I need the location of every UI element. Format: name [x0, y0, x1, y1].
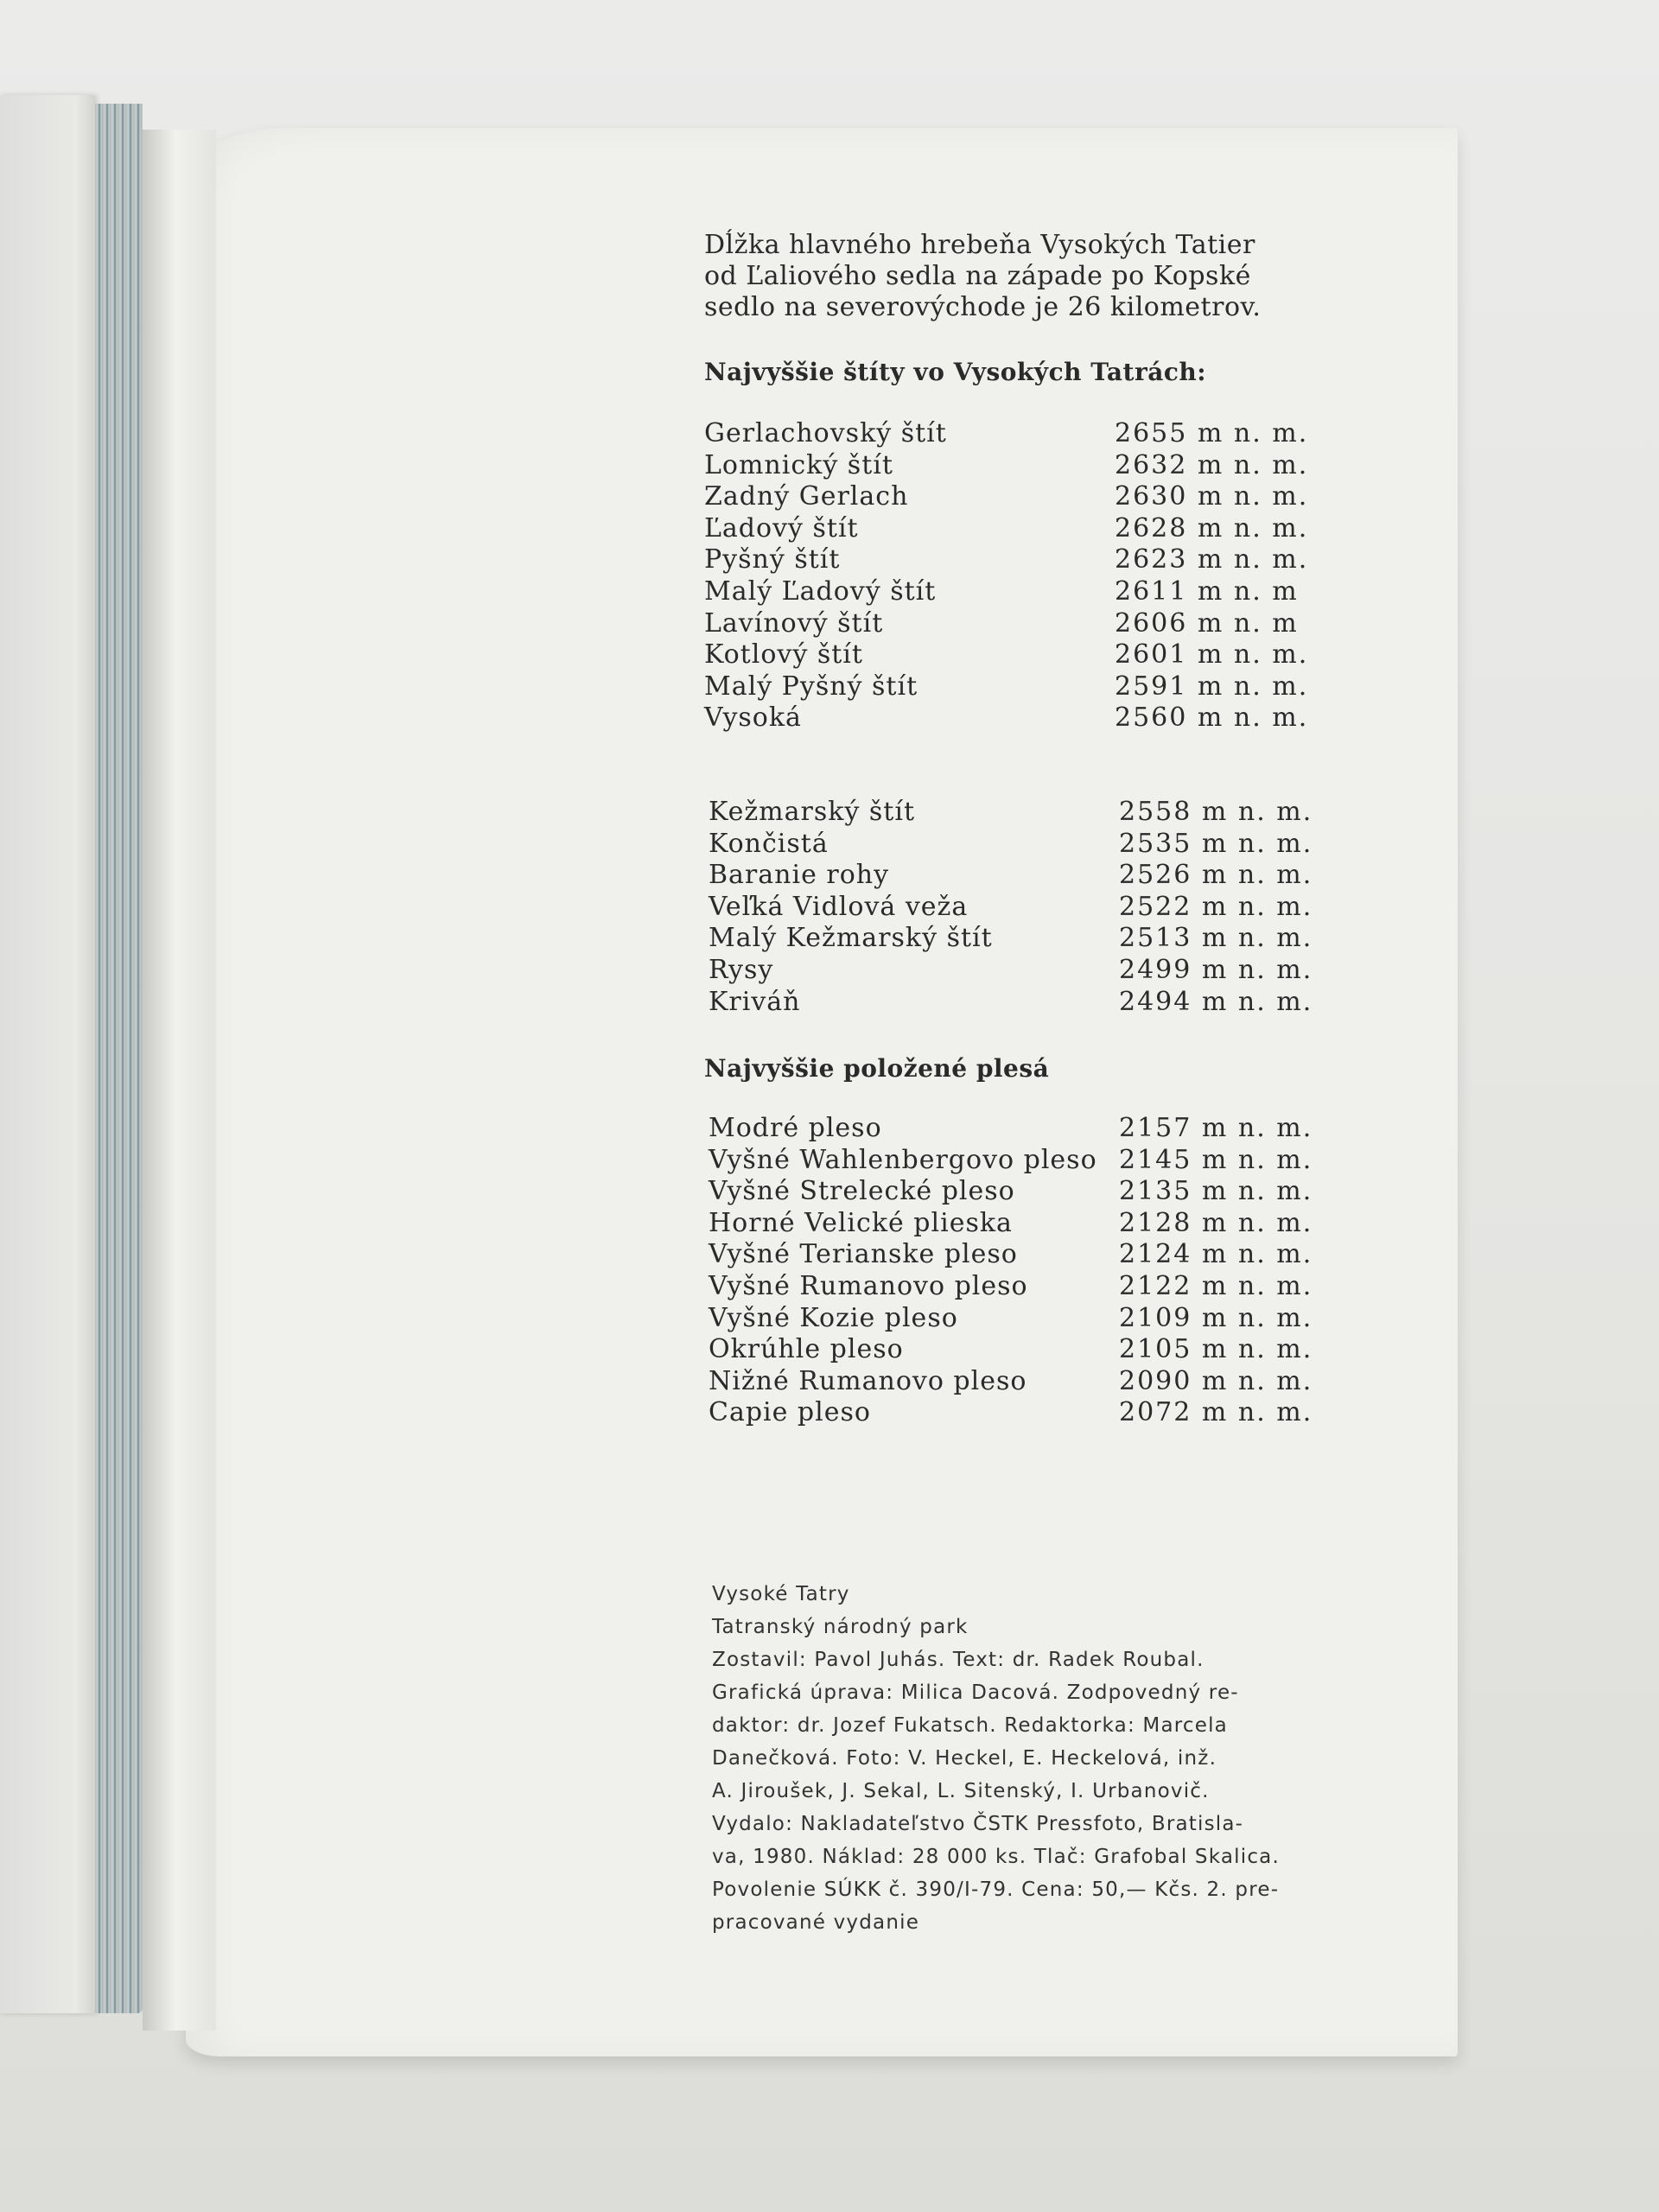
- table-row: [709, 1366, 1318, 1398]
- colophon: Vysoké Tatry Tatranský národný park Zostavil: Pavol Juhás. Text: dr. Radek Roubal. Grafická úprava: Milica Dacová. Zodpovedný re- daktor: dr. Jozef Fukatsch. Redaktorka: Marcela Danečková. Foto: V. Heckel, E. Heckelová, inž. A. Jiroušek, J. Sekal, L. Sitenský, I. Urbanovič. Vydalo: Nakladateľstvo ČSTK Pressfoto, Bratisla- va, 1980. Náklad: 28 000 ks. Tlač: Grafobal Skalica. Povolenie SÚKK č. 390/I-79. Cena: 50,— Kčs. 2. pre- pracované vydanie: [712, 1583, 1280, 1934]
- row-name: Modré pleso: [709, 1113, 882, 1143]
- table-row: [709, 829, 1318, 861]
- peaks-table-2: [709, 797, 1318, 1018]
- table-row: [709, 1303, 1318, 1335]
- row-name: Vysoká: [704, 702, 802, 734]
- row-altitude: 2494 m n. m.: [1119, 986, 1313, 1017]
- row-altitude: 2606 m n. m: [1115, 607, 1299, 639]
- intro-paragraph: Dĺžka hlavného hrebeňa Vysokých Tatier od Ľaliového sedla na západe po Kopské sedlo na severovýchode je 26 kilometrov.: [704, 230, 1262, 322]
- row-altitude: 2632 m n. m.: [1115, 449, 1309, 480]
- row-name: Lomnický štít: [704, 449, 893, 480]
- row-altitude: 2122 m n. m.: [1119, 1270, 1313, 1301]
- row-altitude: 2105 m n. m.: [1119, 1334, 1313, 1365]
- table-row: [704, 671, 1313, 703]
- table-row: [709, 1334, 1318, 1366]
- row-name: Lavínový štít: [704, 607, 884, 639]
- row-altitude: 2628 m n. m.: [1115, 512, 1309, 543]
- row-altitude: 2072 m n. m.: [1119, 1397, 1313, 1428]
- row-name: Ľadový štít: [704, 512, 859, 543]
- table-row: [709, 955, 1318, 987]
- row-name: Capie pleso: [709, 1397, 871, 1428]
- table-row: [709, 892, 1318, 924]
- row-altitude: 2124 m n. m.: [1119, 1239, 1313, 1270]
- table-row: [704, 608, 1313, 640]
- row-name: Horné Velické plieska: [709, 1207, 1013, 1238]
- table-row: [709, 1271, 1318, 1303]
- row-altitude: 2499 m n. m.: [1119, 954, 1313, 985]
- table-row: [709, 1113, 1318, 1145]
- row-name: Gerlachovský štít: [704, 418, 947, 448]
- row-name: Veľká Vidlová veža: [709, 891, 969, 922]
- row-altitude: 2558 m n. m.: [1119, 797, 1313, 827]
- table-row: [709, 1397, 1318, 1429]
- page-content: [704, 230, 1326, 1428]
- row-name: Vyšné Wahlenbergovo pleso: [709, 1144, 1097, 1175]
- peaks-table-1: [704, 418, 1313, 734]
- row-altitude: 2655 m n. m.: [1115, 418, 1309, 448]
- table-row: [709, 1145, 1318, 1177]
- table-row: [709, 923, 1318, 955]
- row-altitude: 2611 m n. m: [1115, 575, 1299, 607]
- lakes-heading: Najvyššie položené plesá: [704, 1054, 1050, 1083]
- row-name: Rysy: [709, 954, 774, 985]
- row-altitude: 2513 m n. m.: [1119, 923, 1313, 954]
- book-gutter: [143, 130, 216, 2031]
- row-name: Malý Kežmarský štít: [709, 923, 993, 954]
- row-altitude: 2526 m n. m.: [1119, 860, 1313, 891]
- table-row: [704, 639, 1313, 671]
- row-name: Baranie rohy: [709, 860, 890, 891]
- lakes-table: [709, 1113, 1318, 1429]
- left-page: [0, 95, 95, 2013]
- table-row: [704, 544, 1313, 576]
- row-altitude: 2560 m n. m.: [1115, 702, 1309, 734]
- peaks-heading: Najvyššie štíty vo Vysokých Tatrách:: [704, 358, 1207, 386]
- row-altitude: 2135 m n. m.: [1119, 1176, 1313, 1207]
- row-altitude: 2090 m n. m.: [1119, 1365, 1313, 1396]
- row-altitude: 2535 m n. m.: [1119, 828, 1313, 859]
- row-altitude: 2623 m n. m.: [1115, 544, 1309, 575]
- row-name: Malý Ľadový štít: [704, 575, 937, 607]
- table-row: [704, 513, 1313, 545]
- row-altitude: 2522 m n. m.: [1119, 891, 1313, 922]
- row-altitude: 2128 m n. m.: [1119, 1207, 1313, 1238]
- table-row: [704, 576, 1313, 608]
- table-row: [704, 450, 1313, 482]
- row-name: Vyšné Rumanovo pleso: [709, 1270, 1028, 1301]
- row-name: Vyšné Kozie pleso: [709, 1302, 958, 1333]
- table-row: [709, 1176, 1318, 1208]
- row-altitude: 2109 m n. m.: [1119, 1302, 1313, 1333]
- table-row: [709, 1239, 1318, 1271]
- row-name: Malý Pyšný štít: [704, 671, 918, 702]
- table-row: [709, 797, 1318, 829]
- row-altitude: 2601 m n. m.: [1115, 639, 1309, 671]
- row-altitude: 2630 m n. m.: [1115, 481, 1309, 512]
- row-name: Okrúhle pleso: [709, 1334, 904, 1365]
- table-row: [704, 481, 1313, 513]
- row-name: Zadný Gerlach: [704, 481, 909, 512]
- row-name: Pyšný štít: [704, 544, 841, 575]
- table-row: [709, 987, 1318, 1019]
- row-altitude: 2157 m n. m.: [1119, 1113, 1313, 1143]
- table-row: [704, 702, 1313, 734]
- row-name: Vyšné Terianske pleso: [709, 1239, 1018, 1270]
- table-row: [704, 418, 1313, 450]
- table-row: [709, 1208, 1318, 1240]
- row-name: Kotlový štít: [704, 639, 863, 671]
- row-name: Končistá: [709, 828, 829, 859]
- row-name: Kriváň: [709, 986, 801, 1017]
- table-row: [709, 860, 1318, 892]
- page-edges: [95, 104, 143, 2013]
- row-name: Nižné Rumanovo pleso: [709, 1365, 1027, 1396]
- row-altitude: 2145 m n. m.: [1119, 1144, 1313, 1175]
- row-name: Vyšné Strelecké pleso: [709, 1176, 1015, 1207]
- row-name: Kežmarský štít: [709, 797, 915, 827]
- row-altitude: 2591 m n. m.: [1115, 671, 1309, 702]
